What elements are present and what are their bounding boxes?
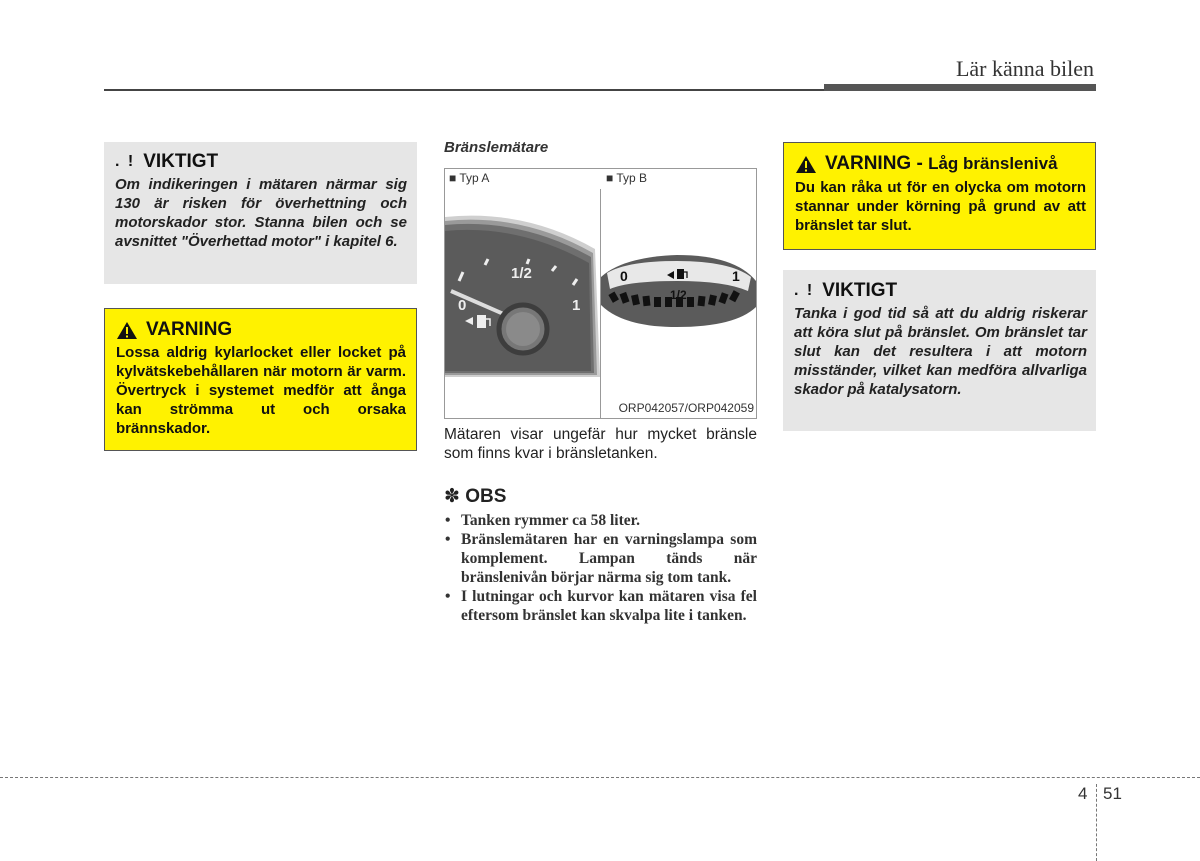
- important-box-fuel: [783, 270, 1096, 431]
- figure-code: ORP042057/ORP042059: [618, 401, 754, 415]
- warning-box-title-row: [795, 153, 1086, 175]
- gauge-b-empty-label: 0: [620, 268, 628, 284]
- warning-box-title-row: [116, 319, 406, 341]
- gauge-a-empty-label: 0: [458, 297, 467, 314]
- type-b-label: ■ Typ B: [606, 171, 648, 185]
- exclamation-icon: . !: [794, 282, 815, 299]
- gauge-a-full-label: 1: [572, 297, 581, 314]
- warning-title-suffix: Låg bränslenivå: [928, 154, 1058, 173]
- type-a-label: ■ Typ A: [449, 171, 490, 185]
- warning-triangle-icon: [795, 155, 817, 174]
- chapter-number: 4: [1078, 784, 1088, 803]
- footer-rule: [0, 777, 1200, 778]
- important-box-title-row: [115, 151, 407, 173]
- obs-list: [444, 511, 757, 625]
- gauge-b-half-label: 1/2: [670, 288, 687, 302]
- warning-box-title: VARNING: [146, 319, 233, 340]
- list-item: • I lutningar och kurvor kan mätaren visa fel eftersom bränslet kan skvalpa lite i tanken.: [444, 587, 757, 625]
- list-item: • Bränslemätaren har en varningslampa som komplement. Lampan tänds när bränslenivån börjar närma sig tom tank.: [444, 530, 757, 587]
- warning-box-low-fuel: [783, 142, 1096, 250]
- warning-box-text: Du kan råka ut för en olycka om motorn stannar under körning på grund av att bränslet tar slut.: [795, 179, 1086, 234]
- header-rule-accent: [824, 84, 1096, 91]
- exclamation-icon: . !: [115, 153, 136, 170]
- fuel-gauge-description: Mätaren visar ungefär hur mycket bränsle som finns kvar i bränsletanken.: [444, 426, 757, 462]
- warning-box-radiator: [104, 308, 417, 451]
- page-number: 51: [1103, 784, 1122, 803]
- important-box-title: VIKTIGT: [822, 280, 898, 301]
- fuel-gauge-illustration: [445, 169, 756, 418]
- obs-heading: ✽ OBS: [444, 486, 507, 507]
- warning-title-main: VARNING -: [825, 153, 929, 174]
- list-item: • Tanken rymmer ca 58 liter.: [444, 511, 757, 530]
- running-title: Lär känna bilen: [955, 56, 1094, 81]
- important-box-overheating: [104, 142, 417, 284]
- warning-triangle-icon: [116, 321, 138, 340]
- fuel-gauge-figure: [444, 168, 757, 419]
- important-box-text: Tanka i god tid så att du aldrig riskerar att köra slut på bränslet. Om bränslet tar slut kan det resultera i att motorn misständer, vilket kan medföra allvarliga skador på katalysatorn.: [794, 305, 1087, 398]
- gauge-a-half-label: 1/2: [511, 265, 532, 282]
- gauge-b-full-label: 1: [732, 268, 740, 284]
- warning-box-text: Lossa aldrig kylarlocket eller locket på kylvätskebehållaren när motorn är varm. Övertryck i systemet medför att ånga kan strömma ut och orsaka brännskador.: [116, 344, 406, 437]
- important-box-text: Om indikeringen i mätaren närmar sig 130 är risken för överhettning och motorskador stor. Stanna bilen och se avsnittet "Överhettad motor" i kapitel 6.: [115, 176, 407, 250]
- important-box-title: VIKTIGT: [143, 151, 219, 172]
- important-box-title-row: [794, 280, 1087, 302]
- figure-caption: Bränslemätare: [444, 139, 549, 156]
- warning-box-title: [825, 153, 1058, 175]
- footer-divider: [1096, 784, 1097, 861]
